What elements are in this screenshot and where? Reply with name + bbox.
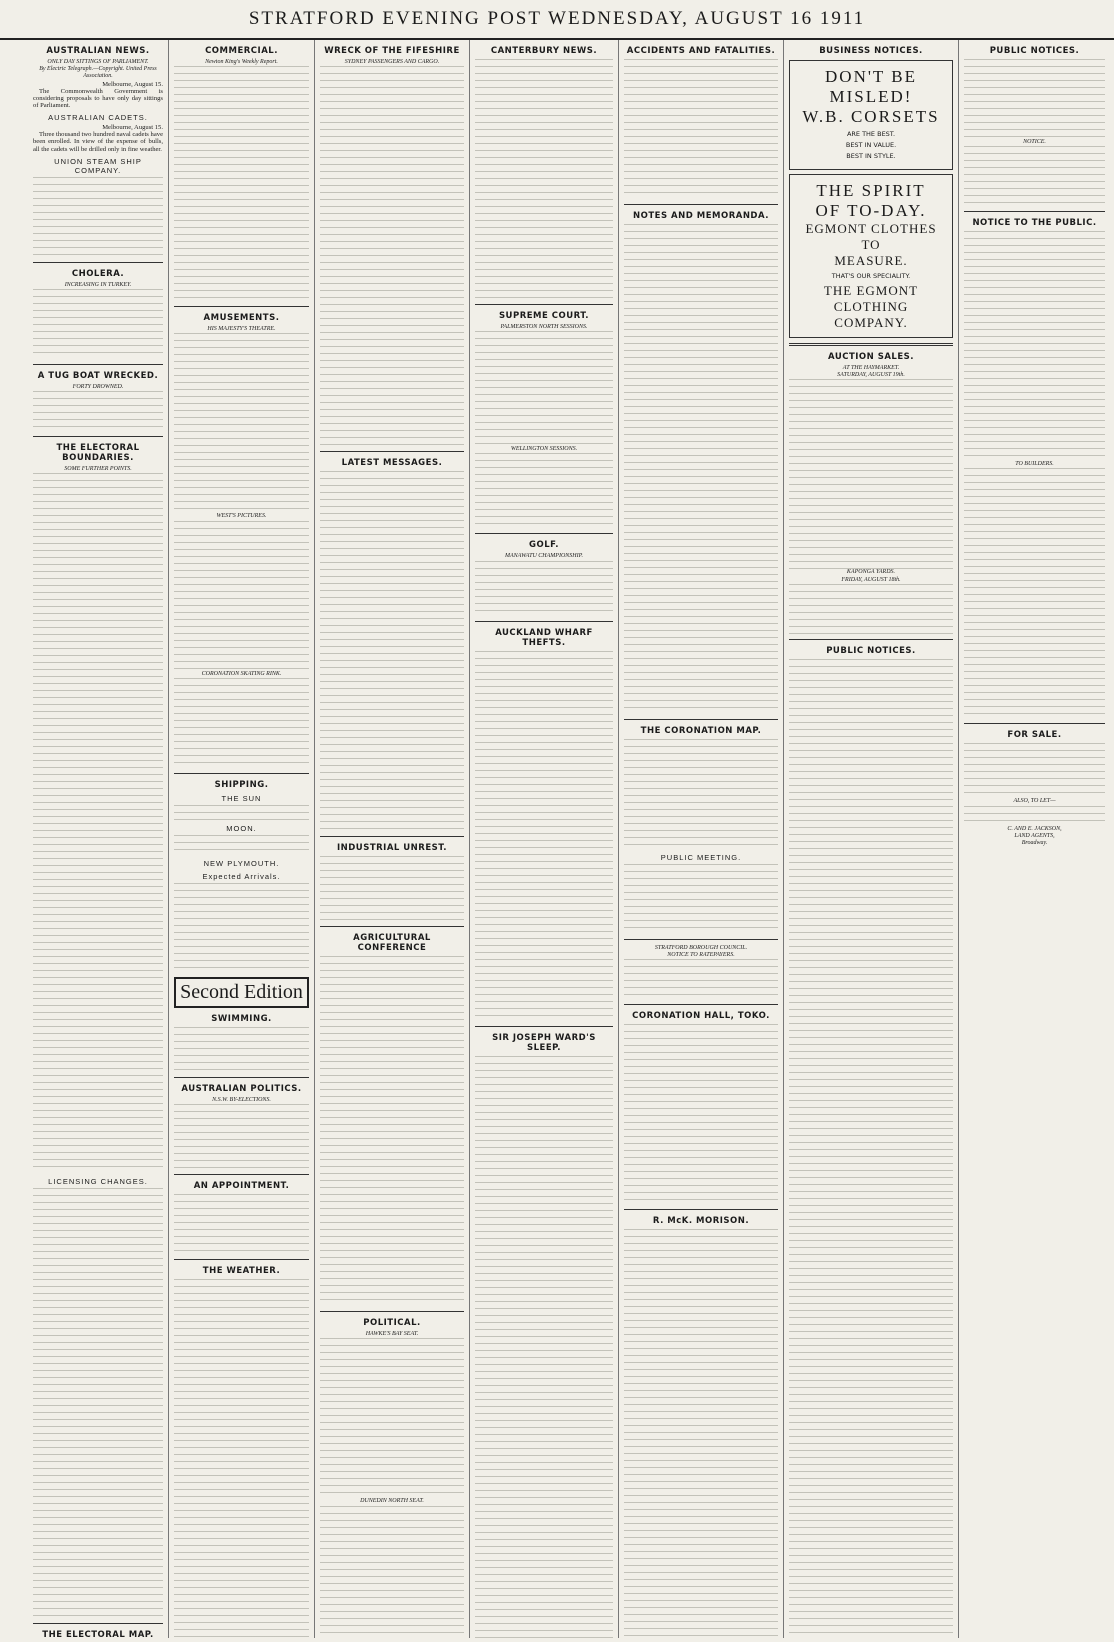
divider [174, 1174, 309, 1175]
subhead: PALMERSTON NORTH SESSIONS. [500, 324, 588, 330]
subhead: NOTICE TO RATEPAYERS. [667, 952, 735, 959]
egmont-clothing-advert [789, 174, 953, 338]
article-body [320, 856, 464, 921]
article-body [624, 1024, 778, 1204]
article-body [624, 959, 778, 999]
second-edition-banner: Second Edition [174, 977, 309, 1008]
article-body [33, 289, 163, 359]
divider [624, 1209, 778, 1210]
article-body [33, 177, 163, 257]
article-body [174, 1194, 309, 1254]
advert-headline: MISLED! [829, 87, 913, 106]
divider [624, 939, 778, 940]
divider [320, 836, 464, 837]
article-body [475, 1056, 613, 1638]
article-body [33, 391, 163, 431]
article-body [475, 59, 613, 299]
article-body [624, 1229, 778, 1638]
subhead: WELLINGTON SESSIONS. [510, 446, 578, 453]
article-body [475, 331, 613, 446]
headline: SWIMMING. [211, 1013, 272, 1024]
article-body [624, 59, 778, 199]
article-body [174, 883, 309, 973]
subhead: Newton King's Weekly Report. [205, 59, 278, 65]
article-body [789, 584, 953, 634]
subhead: N.S.W. BY-ELECTIONS. [212, 1096, 271, 1103]
headline: UNION STEAM SHIP COMPANY. [54, 156, 142, 175]
subhead: STRATFORD BOROUGH COUNCIL. [654, 945, 748, 951]
divider [320, 1311, 464, 1312]
column-7 [959, 40, 1110, 1638]
headline: LICENSING CHANGES. [48, 1177, 148, 1187]
headline: AN APPOINTMENT. [193, 1181, 290, 1192]
divider [174, 1077, 309, 1078]
article-body [964, 806, 1105, 826]
subhead: AT THE HAYMARKET. [842, 365, 900, 371]
headline: SIR JOSEPH WARD'S SLEEP. [492, 1032, 596, 1053]
article-body [624, 864, 778, 934]
divider [789, 639, 953, 640]
subhead: HIS MAJESTY'S THEATRE. [207, 326, 276, 333]
article-body [475, 453, 613, 528]
subhead: NOTICE. [1023, 139, 1046, 145]
divider [320, 451, 464, 452]
article-body [174, 678, 309, 768]
advert-headline: THE SPIRIT [816, 181, 926, 200]
divider [964, 723, 1105, 724]
headline: SHIPPING. [214, 779, 269, 790]
subhead: FORTY DROWNED. [72, 384, 124, 391]
headline: PUBLIC NOTICES. [989, 46, 1080, 56]
article-body [320, 1338, 464, 1498]
article-body [33, 473, 163, 1173]
article-body [789, 659, 953, 1638]
divider [174, 773, 309, 774]
article-body [789, 379, 953, 569]
article-body [964, 743, 1105, 798]
article-body [475, 651, 613, 1021]
subhead: ALSO, TO LET— [1013, 798, 1056, 805]
subhead: MANAWATU CHAMPIONSHIP. [504, 553, 584, 560]
divider [33, 364, 163, 365]
advert-text: THAT'S OUR SPECIALITY. [831, 272, 911, 280]
subhead: WEST'S PICTURES. [216, 513, 267, 520]
subhead: SATURDAY, AUGUST 19th. [837, 372, 905, 379]
headline: A TUG BOAT WRECKED. [37, 371, 159, 382]
subhead: LAND AGENTS, [1014, 832, 1055, 839]
article-body [964, 468, 1105, 718]
article-body [964, 146, 1105, 206]
headline: AUSTRALIAN NEWS. [46, 46, 150, 56]
headline: NOTES AND MEMORANDA. [633, 211, 769, 221]
article-body [33, 1188, 163, 1618]
headline: NEW PLYMOUTH. [203, 858, 280, 868]
column-5 [619, 40, 784, 1638]
advert-headline: OF TO-DAY. [815, 201, 927, 220]
headline: SUPREME COURT. [498, 311, 590, 321]
headline: THE CORONATION MAP. [640, 726, 762, 736]
advert-brand: COMPANY. [834, 315, 908, 330]
headline: AUCKLAND WHARF THEFTS. [495, 627, 593, 648]
masthead-title: STRATFORD EVENING POST WEDNESDAY, AUGUST 16 1911 [248, 8, 866, 29]
dateline: Melbourne, August 15. [102, 124, 163, 132]
divider [33, 436, 163, 437]
article-body [624, 224, 778, 714]
article-body [475, 561, 613, 616]
article-body [174, 1279, 309, 1638]
divider [320, 926, 464, 927]
headline: THE WEATHER. [202, 1266, 281, 1277]
headline: AGRICULTURAL CONFERENCE [353, 933, 431, 954]
headline: AUSTRALIAN CADETS. [48, 113, 148, 123]
divider [789, 343, 953, 346]
headline: POLITICAL. [363, 1318, 421, 1329]
headline: NOTICE TO THE PUBLIC. [972, 218, 1097, 229]
article-body [320, 471, 464, 831]
headline: FOR SALE. [1007, 730, 1062, 741]
article-body [320, 956, 464, 1306]
headline: PUBLIC NOTICES. [826, 645, 916, 656]
headline: MOON. [226, 823, 257, 833]
article-body [174, 835, 309, 855]
subhead: KAPONGA YARDS. [846, 569, 896, 576]
subhead: Broadway. [1021, 840, 1048, 847]
subhead: HAWKE'S BAY SEAT. [365, 1331, 419, 1338]
headline: THE ELECTORAL BOUNDARIES. [56, 443, 140, 464]
divider [624, 719, 778, 720]
article-body [320, 66, 464, 446]
article-body [964, 231, 1105, 461]
headline: INDUSTRIAL UNREST. [336, 843, 448, 854]
headline: COMMERCIAL. [205, 46, 278, 56]
divider [475, 304, 613, 305]
advert-headline: EGMONT CLOTHES TO [805, 221, 937, 252]
advert-headline: MEASURE. [834, 253, 908, 268]
headline: AUCTION SALES. [828, 352, 914, 362]
advert-brand: THE EGMONT CLOTHING [823, 283, 919, 314]
subhead: SOME FURTHER POINTS. [64, 466, 132, 473]
divider [624, 204, 778, 205]
article-text: Three thousand two hundred naval cadets have been enrolled. In view of the expense of bulls, all the cadets will be drilled only in fine weather. [33, 131, 163, 153]
corset-advert [789, 60, 953, 170]
article-body [174, 521, 309, 671]
article-body [320, 1506, 464, 1638]
headline: ACCIDENTS AND FATALITIES. [626, 46, 776, 56]
divider [964, 211, 1105, 212]
advert-text: ARE THE BEST. [846, 130, 896, 138]
dateline: Melbourne, August 15. [102, 80, 163, 88]
column-1 [28, 40, 169, 1638]
divider [33, 262, 163, 263]
subhead: FRIDAY, AUGUST 18th. [841, 576, 901, 583]
subhead: ONLY DAY SITTINGS OF PARLIAMENT. [47, 59, 149, 65]
headline: AUSTRALIAN POLITICS. [181, 1083, 302, 1094]
subhead: TO BUILDERS. [1015, 461, 1054, 468]
advert-brand: W.B. CORSETS [802, 107, 940, 126]
advert-headline: DON'T BE [825, 67, 917, 86]
headline: CHOLERA. [71, 268, 125, 279]
headline: PUBLIC MEETING. [660, 853, 742, 862]
divider [624, 1004, 778, 1005]
subhead: SYDNEY PASSENGERS AND CARGO. [344, 59, 440, 65]
article-body [174, 1104, 309, 1169]
divider [174, 1259, 309, 1260]
article-body [174, 333, 309, 513]
headline: THE ELECTORAL MAP. [42, 1630, 154, 1638]
column-4 [470, 40, 619, 1638]
article-body [174, 1027, 309, 1072]
subhead: C. AND E. JACKSON, [1007, 825, 1062, 832]
divider [475, 621, 613, 622]
headline: WRECK OF THE FIFESHIRE [324, 46, 460, 56]
credit: By Electric Telegraph.—Copyright. United Press Association. [39, 66, 157, 80]
column-2 [169, 40, 315, 1638]
headline: THE SUN [221, 793, 262, 803]
article-body [174, 66, 309, 301]
divider [475, 1026, 613, 1027]
divider [33, 1623, 163, 1624]
article-text: The Commonwealth Government is considering proposals to have only day sittings of Parliament. [33, 87, 163, 110]
advert-text: BEST IN STYLE. [846, 152, 896, 160]
column-3 [315, 40, 470, 1638]
headline: CANTERBURY NEWS. [490, 46, 598, 56]
headline: CORONATION HALL, TOKO. [632, 1011, 770, 1022]
advert-text: BEST IN VALUE. [845, 141, 897, 149]
subhead: INCREASING IN TURKEY. [64, 281, 132, 288]
headline: BUSINESS NOTICES. [819, 46, 923, 56]
article-body [964, 59, 1105, 139]
headline: R. McK. MORISON. [652, 1216, 750, 1227]
columns [28, 40, 1110, 1638]
article-body [174, 805, 309, 820]
subhead: CORONATION SKATING RINK. [201, 670, 282, 677]
divider [174, 306, 309, 307]
subhead: DUNEDIN NORTH SEAT. [360, 1498, 424, 1505]
headline: GOLF. [529, 540, 559, 551]
column-6 [784, 40, 959, 1638]
headline: AMUSEMENTS. [203, 313, 280, 324]
divider [475, 533, 613, 534]
headline: LATEST MESSAGES. [341, 458, 443, 469]
masthead [0, 0, 1114, 40]
headline: Expected Arrivals. [202, 871, 281, 881]
article-body [624, 739, 778, 849]
